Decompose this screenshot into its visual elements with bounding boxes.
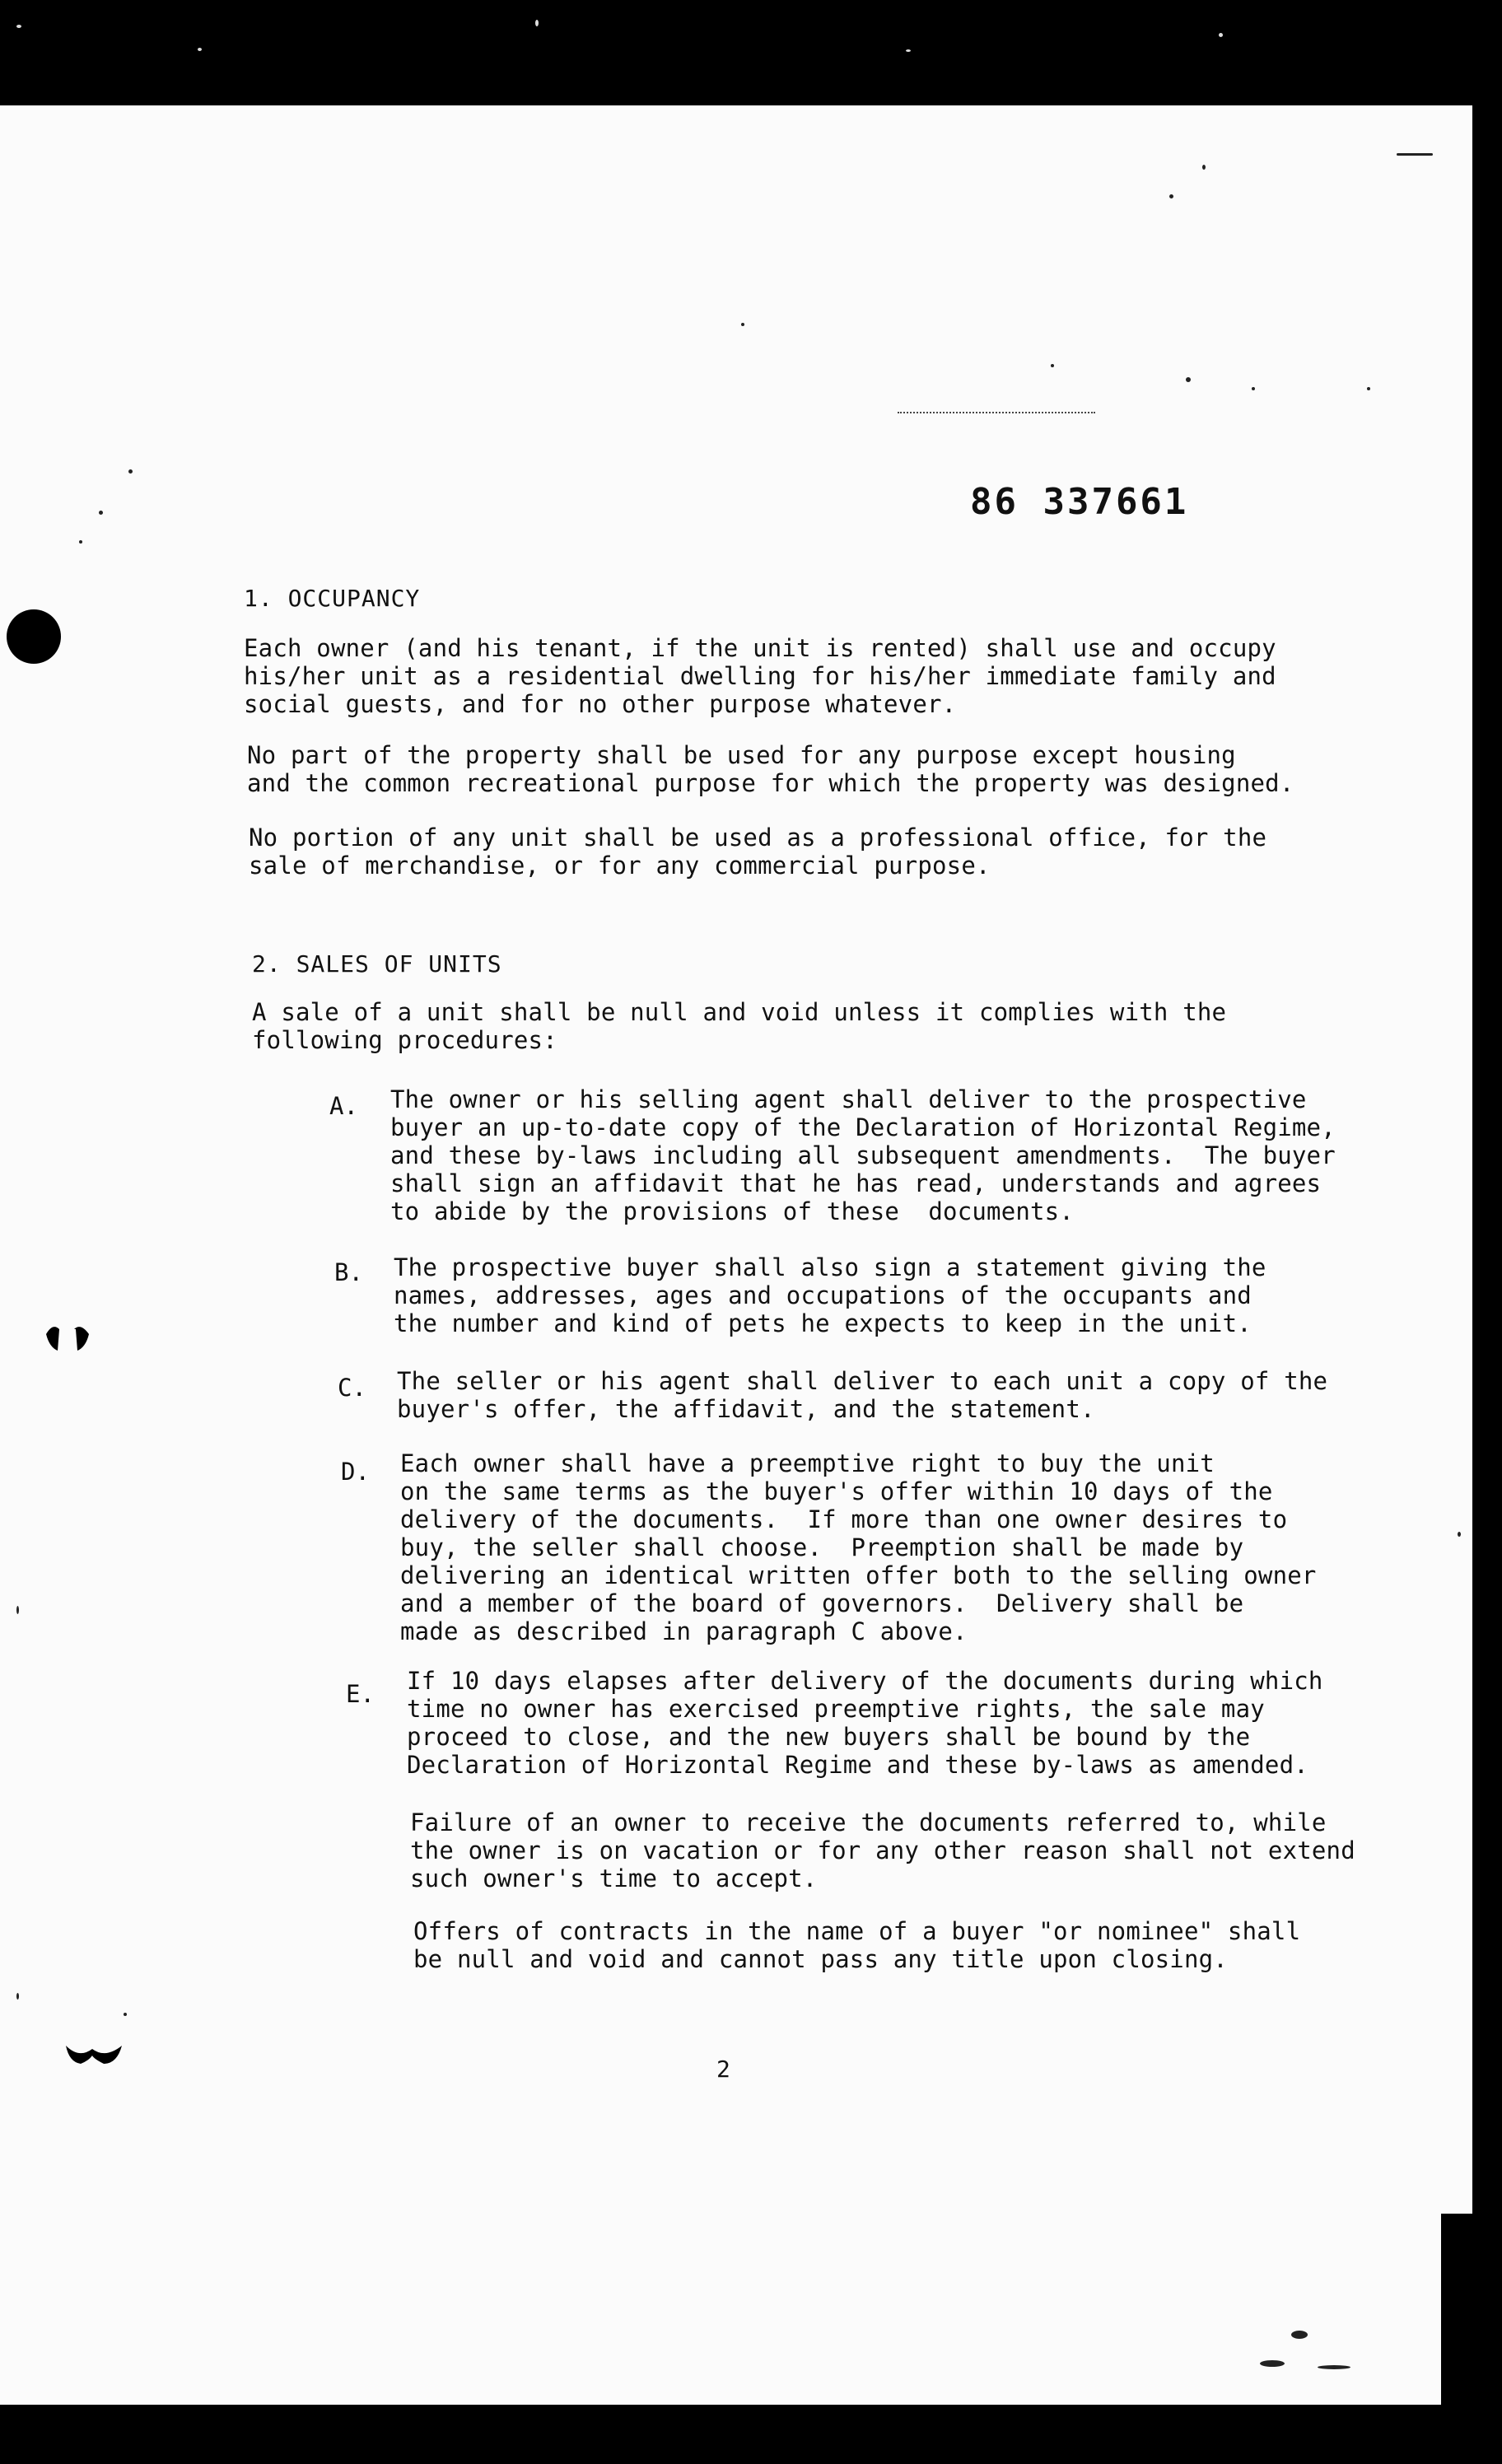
scan-speck: [128, 469, 133, 474]
section-heading-sales: 2. SALES OF UNITS: [252, 950, 502, 978]
scan-speck: [906, 49, 911, 52]
binder-clip-mark: [38, 1318, 96, 1359]
item-e-extra-paragraph: Failure of an owner to receive the documents referred to, while the owner is on vacation or for any other reason shall not extend such owner's time to accept.: [410, 1808, 1355, 1892]
scan-speck: [1367, 387, 1370, 390]
item-text-a: The owner or his selling agent shall deliver to the prospective buyer an up-to-date copy of the Declaration of Horizontal Regime, and these by-laws including all subsequent amendments. The buyer shall sign an affidavit that he has read, understands and agrees to abide by the provisions of these documents.: [390, 1085, 1336, 1225]
binder-clip-mark: [63, 2034, 125, 2070]
page-number: 2: [716, 2056, 730, 2083]
item-text-d: Each owner shall have a preemptive right to buy the unit on the same terms as the buyer's offer within 10 days of the delivery of the documents. If more than one owner desires to buy, the seller shall choose. Preemption shall be made by delivering an identical written offer both to the selling owner and a member of the board of governors. Delivery shall be made as described in paragraph C above.: [400, 1449, 1317, 1645]
scan-speck: [124, 2013, 127, 2016]
scan-speck: [16, 1993, 19, 2000]
scan-speck: [1318, 2365, 1350, 2369]
scan-speck: [1260, 2360, 1285, 2367]
scan-border: [1441, 2214, 1502, 2464]
scan-speck: [741, 323, 744, 326]
item-letter-a: A.: [329, 1092, 358, 1120]
occupancy-paragraph: Each owner (and his tenant, if the unit is rented) shall use and occupy his/her unit as a residential dwelling for his/her immediate family and social guests, and for no other purpose whatever.: [244, 634, 1276, 718]
scan-speck: [16, 1606, 19, 1614]
item-letter-e: E.: [346, 1680, 375, 1708]
occupancy-paragraph: No portion of any unit shall be used as a professional office, for the sale of merchandise, or for any commercial purpose.: [249, 824, 1267, 880]
punch-hole: [7, 609, 61, 664]
scan-speck: [16, 25, 21, 28]
scan-speck: [1291, 2331, 1308, 2339]
scan-speck: [198, 48, 202, 51]
scan-speck: [1051, 364, 1054, 367]
scan-speck: [1397, 153, 1433, 156]
scan-speck: [1219, 33, 1223, 37]
scan-speck: [79, 540, 82, 544]
item-letter-d: D.: [341, 1458, 370, 1486]
scan-speck: [1252, 387, 1255, 390]
scan-speck: [1186, 377, 1191, 382]
occupancy-paragraph: No part of the property shall be used for any purpose except housing and the common recreational purpose for which the property was designed.: [247, 741, 1294, 797]
item-text-e: If 10 days elapses after delivery of the documents during which time no owner has exercised preemptive rights, the sale may proceed to close, and the new buyers shall be bound by the Declaration of Horizontal Regime and these by-laws as amended.: [407, 1667, 1323, 1779]
item-e-extra-paragraph: Offers of contracts in the name of a buyer "or nominee" shall be null and void and cannot pass any title upon closing.: [413, 1917, 1301, 1973]
scan-line: [898, 412, 1095, 413]
scan-speck: [535, 20, 539, 26]
document-number: 86 337661: [970, 481, 1189, 523]
scan-speck: [99, 511, 103, 515]
scan-speck: [1202, 165, 1206, 170]
item-letter-c: C.: [338, 1374, 366, 1402]
item-text-b: The prospective buyer shall also sign a statement giving the names, addresses, ages and occupations of the occupants and the number and kind of pets he expects to keep in the unit.: [394, 1253, 1266, 1337]
item-letter-b: B.: [334, 1258, 363, 1286]
sales-intro: A sale of a unit shall be null and void unless it complies with the following procedures:: [252, 998, 1227, 1054]
item-text-c: The seller or his agent shall deliver to each unit a copy of the buyer's offer, the affidavit, and the statement.: [397, 1367, 1328, 1423]
scan-speck: [1169, 194, 1173, 198]
section-heading-occupancy: 1. OCCUPANCY: [244, 585, 421, 612]
scan-speck: [1458, 1532, 1461, 1537]
